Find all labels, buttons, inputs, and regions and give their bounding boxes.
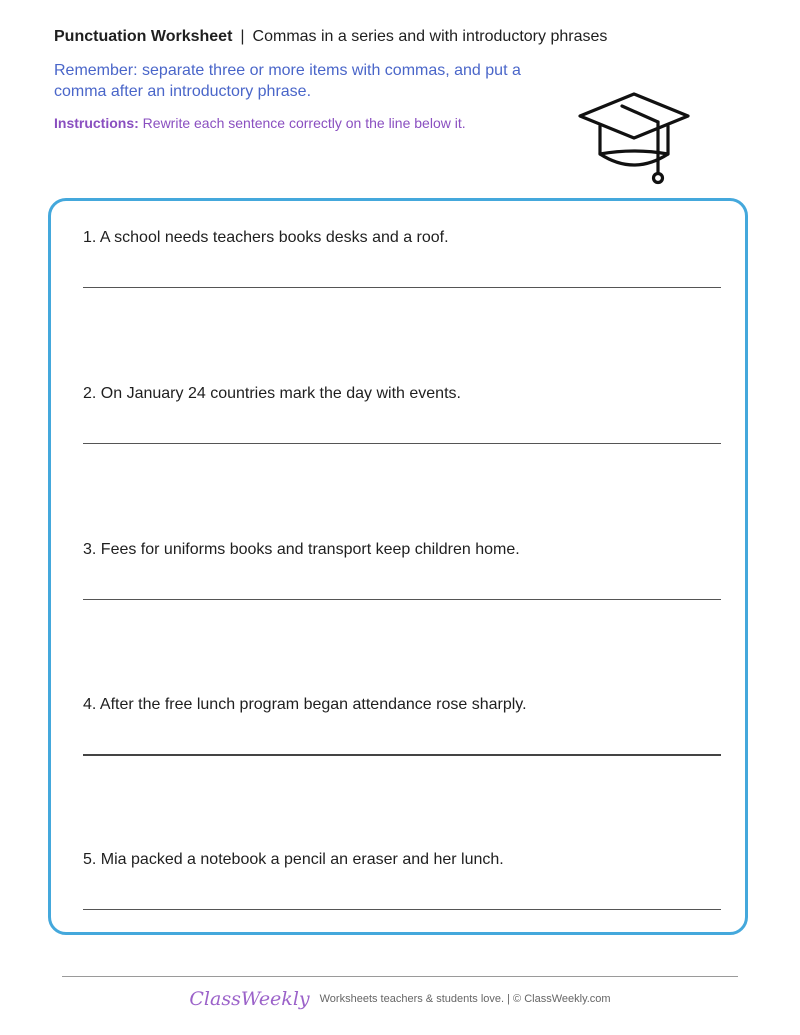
answer-line[interactable] — [83, 443, 721, 444]
classweekly-logo: ClassWeekly — [189, 988, 310, 1010]
exercise-item — [83, 851, 721, 869]
title-main: Punctuation Worksheet — [54, 28, 233, 45]
instructions-text: Rewrite each sentence correctly on the line below it. — [138, 115, 466, 131]
sentence-text: 1. A school needs teachers books desks and a roof. — [83, 229, 449, 246]
answer-line[interactable] — [83, 909, 721, 910]
graduation-cap-icon — [576, 90, 692, 186]
exercise-box — [48, 198, 748, 935]
answer-line[interactable] — [83, 287, 721, 288]
exercise-item — [83, 385, 721, 403]
title-subtitle: Commas in a series and with introductory phrases — [252, 28, 608, 45]
title-separator: | — [240, 28, 245, 45]
sentence-text: 3. Fees for uniforms books and transport keep children home. — [83, 541, 520, 558]
sentence-text: 4. After the free lunch program began attendance rose sharply. — [83, 696, 527, 713]
answer-line[interactable] — [83, 599, 721, 600]
exercise-item — [83, 696, 721, 714]
answer-line[interactable] — [83, 754, 721, 756]
instructions-label: Instructions: — [54, 115, 139, 131]
exercise-item — [83, 229, 721, 247]
instructions — [54, 115, 466, 131]
worksheet-title — [54, 28, 607, 46]
footer — [0, 988, 800, 1010]
footer-tagline: Worksheets teachers & students love. | © ClassWeekly.com — [319, 993, 611, 1005]
sentence-text: 5. Mia packed a notebook a pencil an eraser and her lunch. — [83, 851, 504, 868]
exercise-item — [83, 541, 721, 559]
remember-note: Remember: separate three or more items with commas, and put a comma after an introductory phrase. — [54, 62, 521, 100]
footer-divider — [62, 976, 738, 977]
sentence-text: 2. On January 24 countries mark the day with events. — [83, 385, 461, 402]
